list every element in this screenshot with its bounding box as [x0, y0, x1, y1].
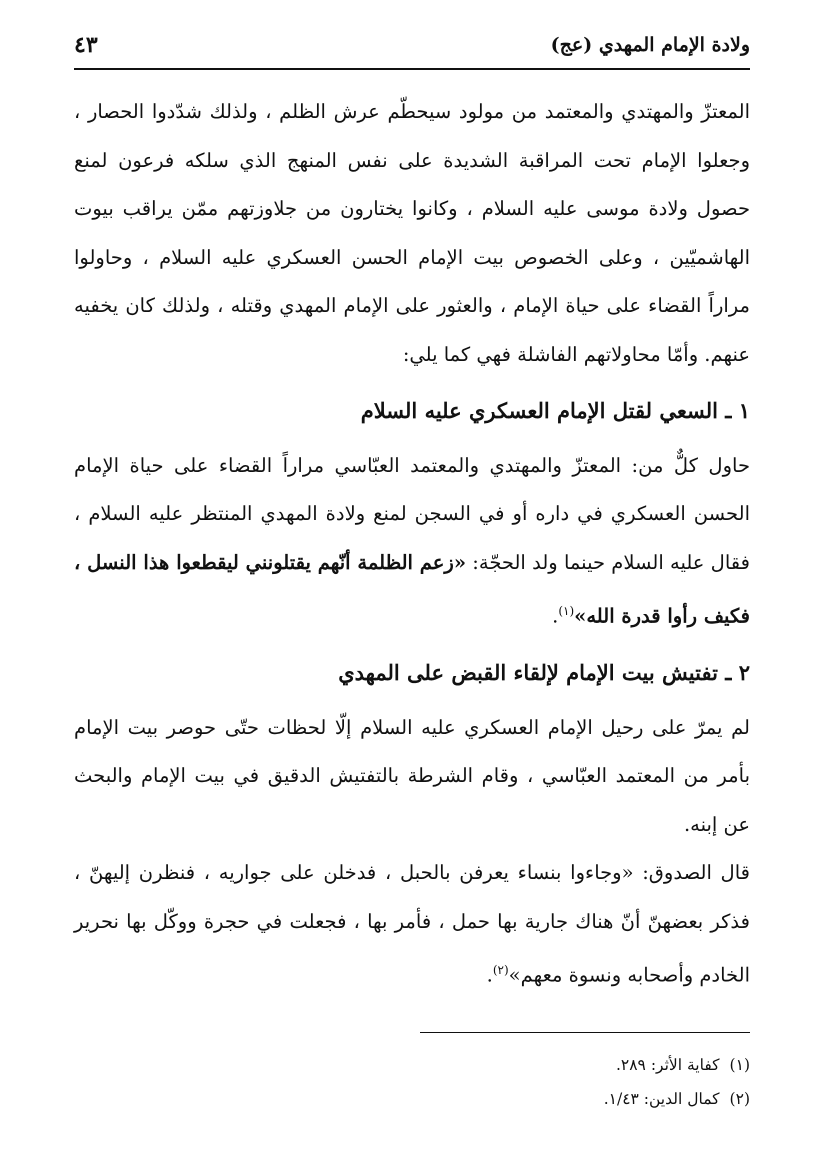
paragraph-3: لم يمرّ على رحيل الإمام العسكري عليه السلام إلّا لحظات حتّى حوصر بيت الإمام بأمر من المعتمد العبّاسي ، وقام الشرطة بالتفتيش الدقيق في بيت الإمام والبحث عن إبنه. [74, 715, 750, 836]
footnote-1 [74, 1048, 750, 1082]
running-title: ولادة الإمام المهدي (عج) [550, 34, 750, 56]
paragraph-4-text: قال الصدوق: «وجاءوا بنساء يعرفن بالحبل ، فدخلن على جواريه ، فنظرن إليهنّ ، فذكر بعضهنّ أنّ هناك جارية بها حمل ، فأمر بها ، فجعلت في حجرة ووكّل بها نحرير الخادم وأصحابه ونسوة معهم» [74, 861, 750, 987]
main-text [74, 88, 750, 1000]
footnote-2-text: كمال الدين: ١/٤٣. [603, 1090, 720, 1108]
quote-imam: «زعم الظلمة أنّهم يقتلونني ليقطعوا هذا النسل ، فكيف رأوا قدرة الله» [74, 550, 750, 628]
section-heading-1: ١ ـ السعي لقتل الإمام العسكري عليه السلام [360, 398, 750, 423]
paragraph-2 [74, 442, 750, 642]
footnote-1-text: كفاية الأثر: ٢٨٩. [615, 1056, 720, 1074]
footnote-1-marker: (١) [729, 1056, 750, 1074]
footnote-ref-2: (٢) [492, 963, 509, 977]
footnotes [74, 1048, 750, 1116]
footnote-2-marker: (٢) [729, 1090, 750, 1108]
paragraph-4-end: . [486, 963, 493, 987]
page-header [74, 30, 750, 70]
footnote-ref-1: (١) [558, 604, 575, 618]
footnote-divider [420, 1032, 750, 1033]
paragraph-4 [74, 849, 750, 1000]
paragraph-1: المعتزّ والمهتدي والمعتمد من مولود سيحطّم عرش الظلم ، ولذلك شدّدوا الحصار ، وجعلوا الإمام تحت المراقبة الشديدة على نفس المنهج الذي سلكه فرعون لمنع حصول ولادة موسى عليه السلام ، وكانوا يختارون من جلاوزتهم ممّن يراقب بيوت الهاشميّين ، وعلى الخصوص بيت الإمام الحسن العسكري عليه السلام ، وحاولوا مراراً القضاء على حياة الإمام ، والعثور على الإمام المهدي وقتله ، ولذلك كان يخفيه عنهم. وأمّا محاولاتهم الفاشلة فهي كما يلي: [74, 100, 750, 366]
footnote-2 [74, 1082, 750, 1116]
paragraph-2-end: . [552, 604, 559, 628]
page-number: ٤٣ [74, 32, 98, 58]
paragraph-2-text: حاول كلٌّ من: المعتزّ والمهتدي والمعتمد العبّاسي مراراً القضاء على حياة الإمام الحسن العسكري في داره أو في السجن لمنع ولادة المهدي المنتظر عليه السلام ، فقال عليه السلام حينما ولد الحجّة: [74, 453, 750, 574]
section-heading-2: ٢ ـ تفتيش بيت الإمام لإلقاء القبض على المهدي [338, 660, 750, 685]
